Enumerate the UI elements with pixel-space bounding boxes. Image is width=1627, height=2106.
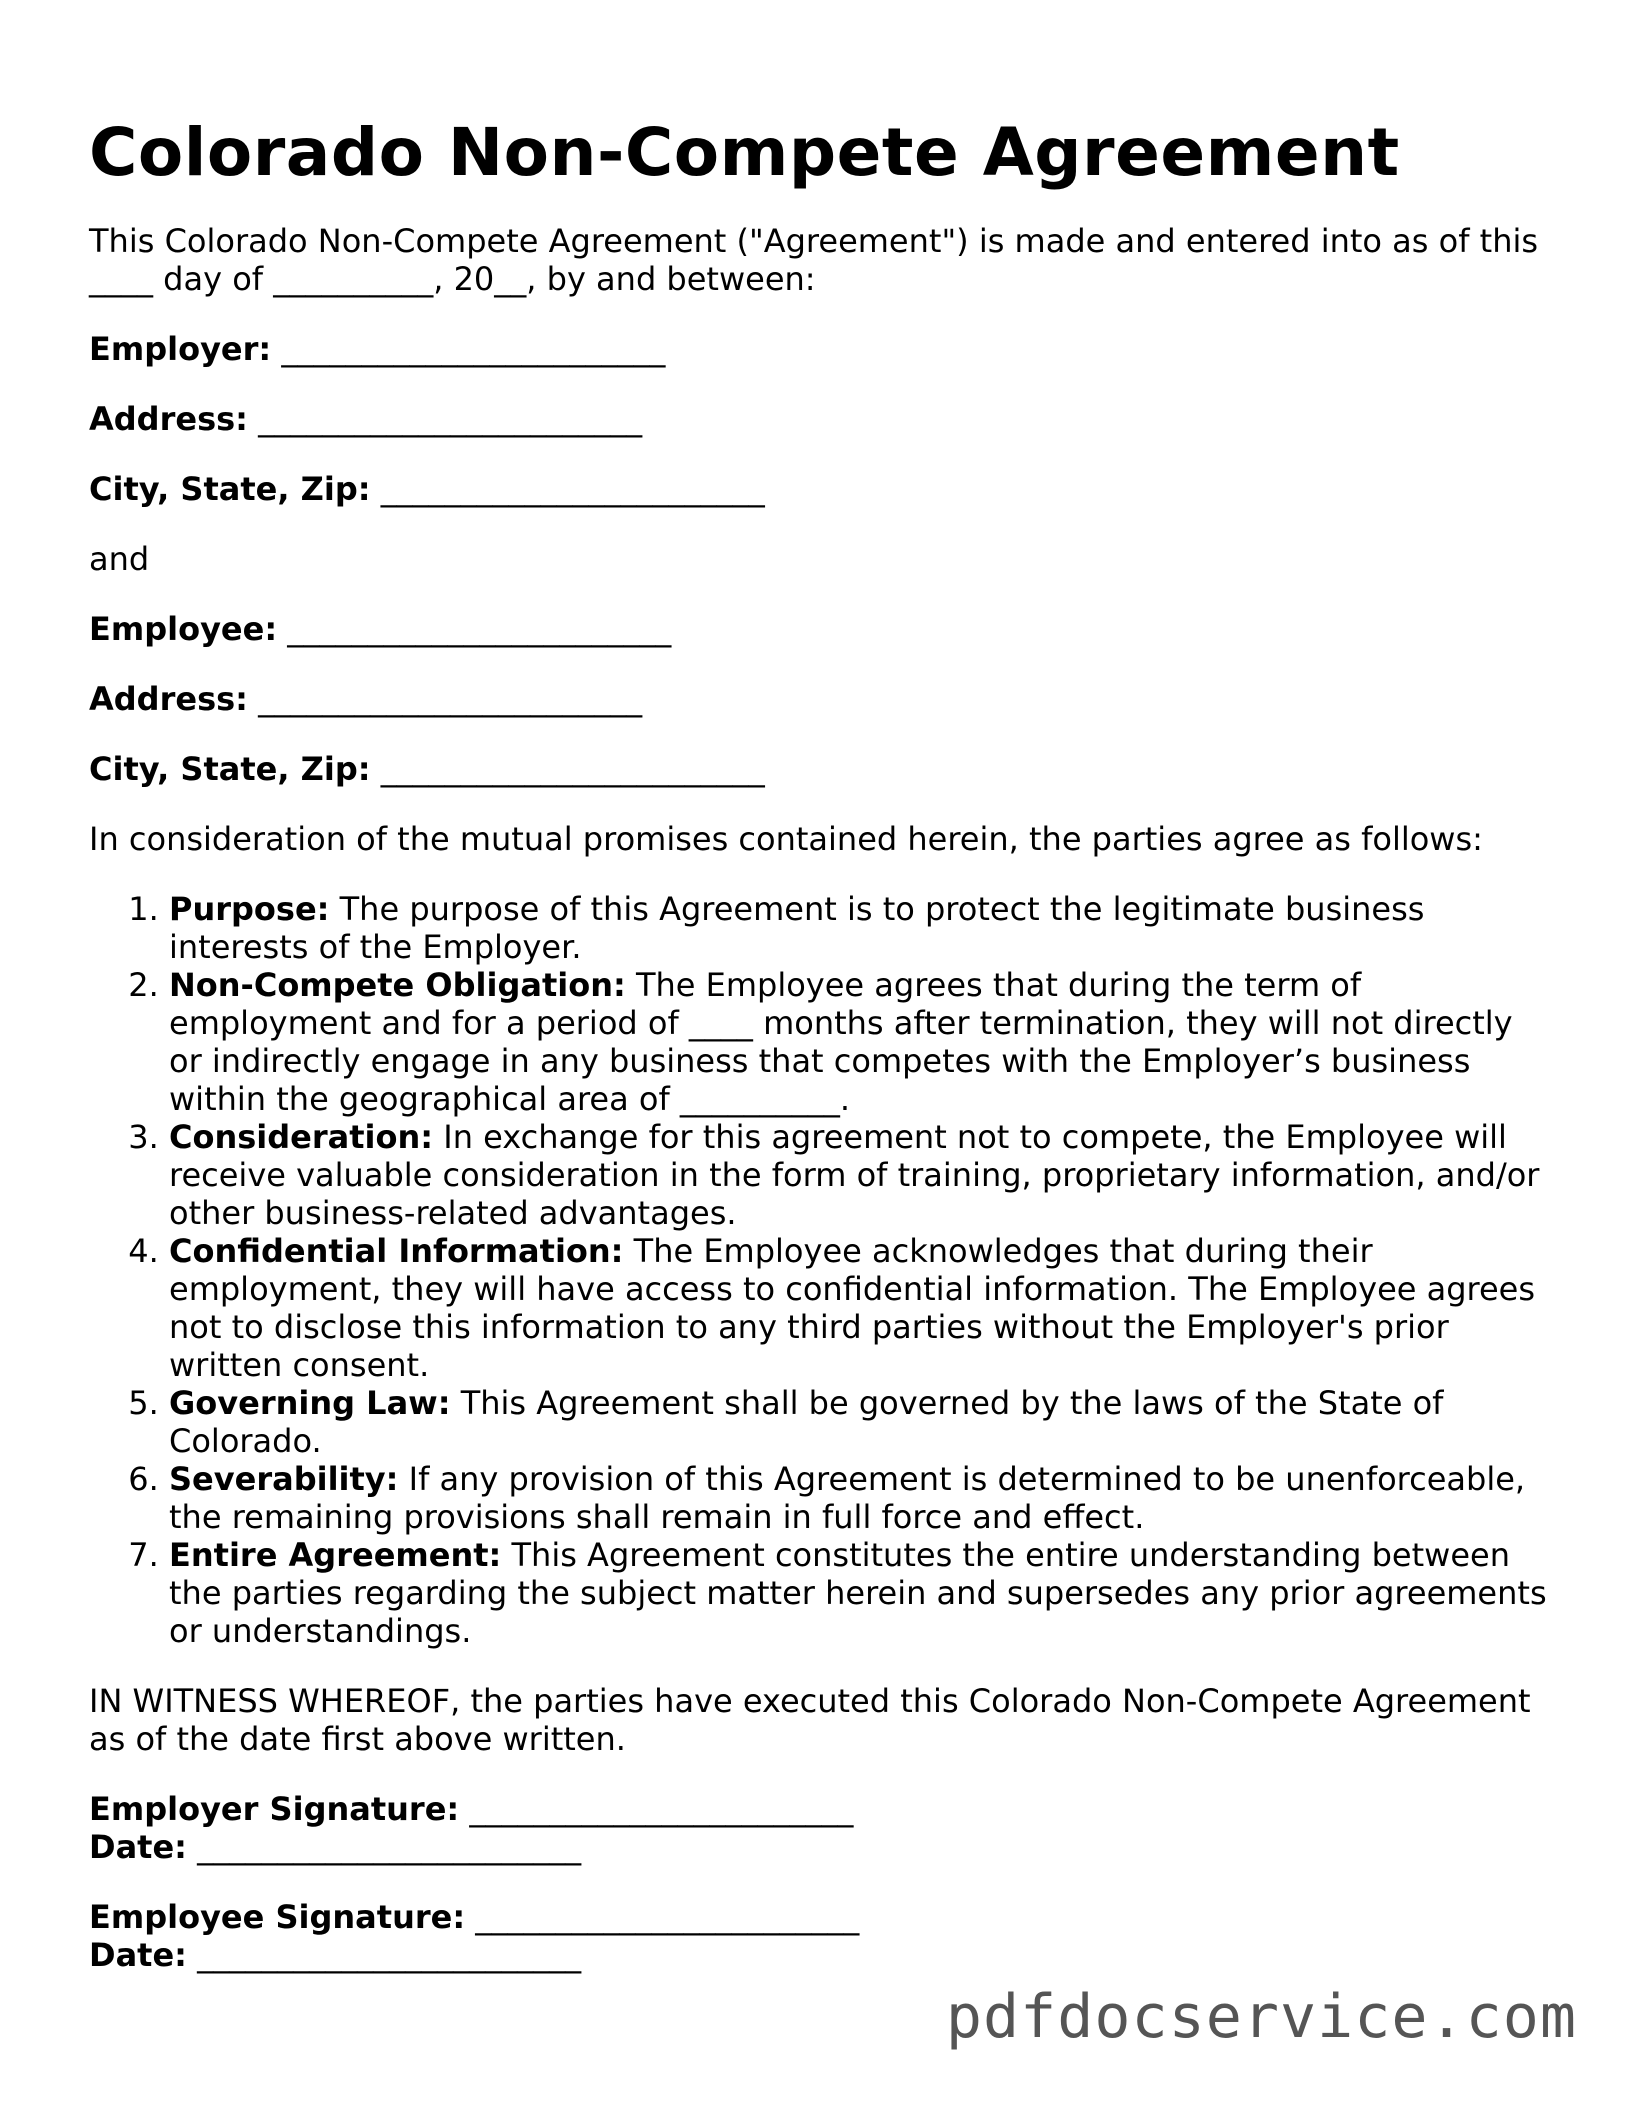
- employee-date-blank: ________________________: [197, 1936, 582, 1974]
- clause-text: The Employee acknowledges that during their employment, they will have access to confidential information. The Employee agrees not to disclose this information to any third parties without the Employer's prior written consent.: [169, 1232, 1536, 1384]
- and-text: and: [89, 540, 150, 578]
- employee-address-blank: ________________________: [258, 680, 643, 718]
- employer-signature-blank: ________________________: [469, 1790, 854, 1828]
- employee-signature-block: [89, 1898, 1549, 1974]
- clause-non-compete: [169, 966, 1549, 1118]
- employer-address-field: [89, 400, 1549, 438]
- employee-signature-label: Employee Signature:: [89, 1898, 466, 1936]
- employer-signature-label: Employer Signature:: [89, 1790, 460, 1828]
- clause-label: Confidential Information:: [169, 1232, 624, 1270]
- clause-list: [89, 890, 1549, 1650]
- clause-entire-agreement: [169, 1536, 1549, 1650]
- clause-text: In exchange for this agreement not to compete, the Employee will receive valuable consideration in the form of training, proprietary information, and/or other business-related advantages.: [169, 1118, 1540, 1232]
- employee-name-label: Employee:: [89, 610, 278, 648]
- employer-city-blank: ________________________: [380, 470, 765, 508]
- clause-label: Severability:: [169, 1460, 399, 1498]
- employee-city-label: City, State, Zip:: [89, 750, 371, 788]
- clause-severability: [169, 1460, 1549, 1536]
- document-title: Colorado Non-Compete Agreement: [89, 114, 1400, 191]
- clause-text: This Agreement constitutes the entire understanding between the parties regarding the subject matter herein and supersedes any prior agreements or understandings.: [169, 1536, 1547, 1650]
- witness-paragraph: IN WITNESS WHEREOF, the parties have executed this Colorado Non-Compete Agreement as of the date first above written.: [89, 1682, 1531, 1758]
- employer-date-label: Date:: [89, 1828, 187, 1866]
- employee-address-field: [89, 680, 1549, 718]
- employee-name-blank: ________________________: [287, 610, 672, 648]
- employer-name-field: [89, 330, 1549, 368]
- employee-date-line: [89, 1936, 1549, 1974]
- employer-address-blank: ________________________: [258, 400, 643, 438]
- clause-label: Consideration:: [169, 1118, 434, 1156]
- employee-city-blank: ________________________: [380, 750, 765, 788]
- clause-label: Non-Compete Obligation:: [169, 966, 626, 1004]
- consideration-intro: In consideration of the mutual promises contained herein, the parties agree as follows:: [89, 820, 1483, 858]
- intro-paragraph: This Colorado Non-Compete Agreement ("Agreement") is made and entered into as of this ____ day of __________, 20__, by and between:: [89, 222, 1539, 298]
- employer-date-line: [89, 1828, 1549, 1866]
- employee-date-label: Date:: [89, 1936, 187, 1974]
- employer-signature-line: [89, 1790, 1549, 1828]
- employer-address-label: Address:: [89, 400, 248, 438]
- employer-name-blank: ________________________: [281, 330, 666, 368]
- clause-text: If any provision of this Agreement is determined to be unenforceable, the remaining provisions shall remain in full force and effect.: [169, 1460, 1526, 1536]
- employer-signature-block: [89, 1790, 1549, 1866]
- employee-name-field: [89, 610, 1549, 648]
- clause-consideration: [169, 1118, 1549, 1232]
- clause-governing-law: [169, 1384, 1549, 1460]
- clause-label: Purpose:: [169, 890, 330, 928]
- clause-text: The purpose of this Agreement is to protect the legitimate business interests of the Employer.: [169, 890, 1425, 966]
- employer-city-field: [89, 470, 1549, 508]
- clause-confidential: [169, 1232, 1549, 1384]
- clause-label: Entire Agreement:: [169, 1536, 502, 1574]
- employee-signature-blank: ________________________: [475, 1898, 860, 1936]
- site-watermark: pdfdocservice.com: [945, 1982, 1577, 2052]
- employee-address-label: Address:: [89, 680, 248, 718]
- clause-purpose: [169, 890, 1549, 966]
- employee-signature-line: [89, 1898, 1549, 1936]
- employer-date-blank: ________________________: [197, 1828, 582, 1866]
- clause-text: This Agreement shall be governed by the laws of the State of Colorado.: [169, 1384, 1444, 1460]
- clause-label: Governing Law:: [169, 1384, 451, 1422]
- document-page: [89, 108, 1549, 1974]
- employer-name-label: Employer:: [89, 330, 272, 368]
- employer-city-label: City, State, Zip:: [89, 470, 371, 508]
- employee-city-field: [89, 750, 1549, 788]
- clause-text: The Employee agrees that during the term of employment and for a period of ____ months after termination, they will not directly or indirectly engage in any business that competes with the Employer’s business within the geographical area of __________.: [169, 966, 1513, 1118]
